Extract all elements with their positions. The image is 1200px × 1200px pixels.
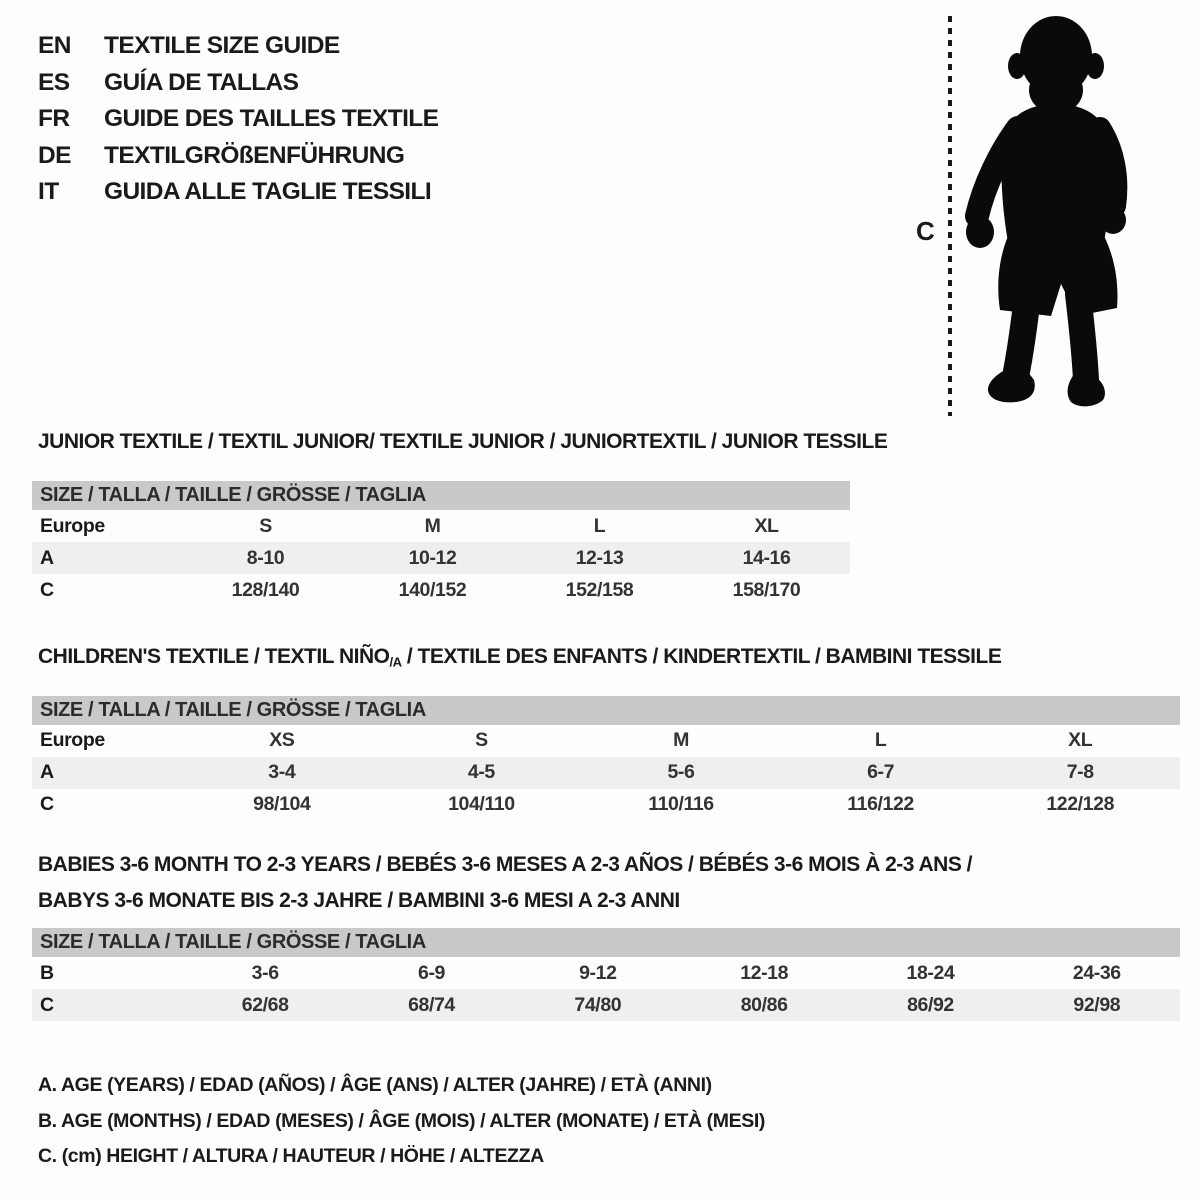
table-row-region <box>32 510 850 542</box>
value-cell: 5-6 <box>581 757 781 789</box>
table-row-age <box>32 757 1180 789</box>
value-cell: 24-36 <box>1072 961 1121 984</box>
size-cell: XS <box>269 729 295 752</box>
table-row-height <box>32 989 1180 1021</box>
babies-size-table <box>32 957 1180 1021</box>
language-row-de <box>38 138 438 175</box>
language-row-it <box>38 174 438 211</box>
value-cell: 116/122 <box>847 793 914 816</box>
value-cell: 152/158 <box>565 578 634 601</box>
value-cell: 110/116 <box>648 793 714 816</box>
language-row-en <box>38 28 438 65</box>
section-title-line2: BABYS 3-6 MONATE BIS 2-3 JAHRE / BAMBINI 3-6 MESI A 2-3 ANNI <box>38 889 680 912</box>
language-code: EN <box>38 32 71 60</box>
value-cell: 6-7 <box>781 757 981 789</box>
table-row-height <box>32 574 850 606</box>
row-label: C <box>40 578 54 601</box>
section-title-subscript: /A <box>389 654 402 670</box>
value-cell: 86/92 <box>847 989 1013 1021</box>
value-cell: 9-12 <box>579 961 617 984</box>
value-cell: 7-8 <box>980 757 1180 789</box>
size-cell: M <box>673 729 689 752</box>
value-cell: 3-4 <box>182 757 382 789</box>
legend <box>38 1068 765 1175</box>
section-title-children <box>38 645 1180 675</box>
size-cell: L <box>874 729 887 752</box>
language-code: FR <box>38 105 70 133</box>
value-cell: 158/170 <box>732 578 801 601</box>
value-cell: 74/80 <box>515 989 681 1021</box>
language-row-fr <box>38 101 438 138</box>
size-header-text: SIZE / TALLA / TAILLE / GRÖSSE / TAGLIA <box>40 698 426 721</box>
size-cell: M <box>424 514 441 537</box>
value-cell: 12-13 <box>516 542 683 574</box>
size-header-text: SIZE / TALLA / TAILLE / GRÖSSE / TAGLIA <box>40 931 426 953</box>
row-label: Europe <box>40 729 105 752</box>
language-code: IT <box>38 178 59 206</box>
legend-line-b: B. AGE (MONTHS) / EDAD (MESES) / ÂGE (MOIS) / ALTER (MONATE) / ETÀ (MESI) <box>38 1109 765 1132</box>
section-title-text: / TEXTILE DES ENFANTS / KINDERTEXTIL / BAMBINI TESSILE <box>401 645 1002 668</box>
row-label: B <box>40 961 54 984</box>
children-size-table <box>32 725 1180 821</box>
value-cell: 8-10 <box>182 542 349 574</box>
section-title-babies <box>38 847 1180 919</box>
guide-title: GUIDE DES TAILLES TEXTILE <box>104 105 439 133</box>
value-cell: 12-18 <box>740 961 789 984</box>
row-label: A <box>32 542 182 574</box>
legend-line-c: C. (cm) HEIGHT / ALTURA / HAUTEUR / HÖHE / ALTEZZA <box>38 1145 544 1167</box>
value-cell: 80/86 <box>681 989 847 1021</box>
row-label: Europe <box>40 514 105 537</box>
guide-title: GUIDA ALLE TAGLIE TESSILI <box>104 178 432 206</box>
value-cell: 62/68 <box>182 989 348 1021</box>
guide-title: TEXTILE SIZE GUIDE <box>104 32 340 60</box>
value-cell: 4-5 <box>382 757 582 789</box>
language-row-es <box>38 65 438 102</box>
table-row-age <box>32 542 850 574</box>
language-code: ES <box>38 68 70 96</box>
size-cell: L <box>593 514 606 537</box>
value-cell: 18-24 <box>906 961 955 984</box>
section-title-text: CHILDREN'S TEXTILE / TEXTIL NIÑO <box>38 645 390 668</box>
value-cell: 122/128 <box>1046 793 1115 816</box>
height-measure-label: C <box>916 216 935 246</box>
row-label: C <box>32 989 182 1021</box>
value-cell: 98/104 <box>253 793 311 816</box>
table-row-height <box>32 789 1180 821</box>
height-measure-dashed-line <box>948 16 952 416</box>
value-cell: 3-6 <box>251 961 279 984</box>
value-cell: 140/152 <box>398 578 467 601</box>
language-code: DE <box>38 141 71 169</box>
size-header-bar <box>32 696 1180 725</box>
value-cell: 92/98 <box>1014 989 1180 1021</box>
section-childrens-textile <box>32 645 1180 821</box>
section-babies-textile <box>32 847 1180 1021</box>
value-cell: 14-16 <box>683 542 850 574</box>
size-header-text: SIZE / TALLA / TAILLE / GRÖSSE / TAGLIA <box>40 484 426 506</box>
value-cell: 6-9 <box>418 961 445 984</box>
value-cell: 68/74 <box>348 989 514 1021</box>
toddler-silhouette-icon <box>964 14 1138 418</box>
row-label: C <box>40 793 54 816</box>
section-title-junior <box>38 430 888 454</box>
size-cell: XL <box>1068 729 1093 752</box>
section-junior-textile <box>32 430 888 606</box>
size-header-bar <box>32 481 850 510</box>
value-cell: 128/140 <box>231 578 300 601</box>
section-title-line1: BABIES 3-6 MONTH TO 2-3 YEARS / BEBÉS 3-6 MESES A 2-3 AÑOS / BÉBÉS 3-6 MOIS À 2-3 ANS / <box>38 853 973 876</box>
section-title-text: JUNIOR TEXTILE / TEXTIL JUNIOR/ TEXTILE JUNIOR / JUNIORTEXTIL / JUNIOR TESSILE <box>38 430 888 453</box>
row-label: A <box>32 757 182 789</box>
value-cell: 104/110 <box>448 793 515 816</box>
size-cell: S <box>475 729 488 752</box>
guide-title: TEXTILGRÖßENFÜHRUNG <box>104 141 405 169</box>
table-row-region <box>32 725 1180 757</box>
guide-title: GUÍA DE TALLAS <box>104 68 299 96</box>
size-header-bar <box>32 928 1180 957</box>
value-cell: 10-12 <box>349 542 516 574</box>
size-cell: XL <box>754 514 779 537</box>
table-row-months <box>32 957 1180 989</box>
language-title-list <box>38 28 438 211</box>
legend-line-a: A. AGE (YEARS) / EDAD (AÑOS) / ÂGE (ANS) / ALTER (JAHRE) / ETÀ (ANNI) <box>38 1074 712 1096</box>
size-cell: S <box>259 514 272 537</box>
junior-size-table <box>32 510 850 606</box>
